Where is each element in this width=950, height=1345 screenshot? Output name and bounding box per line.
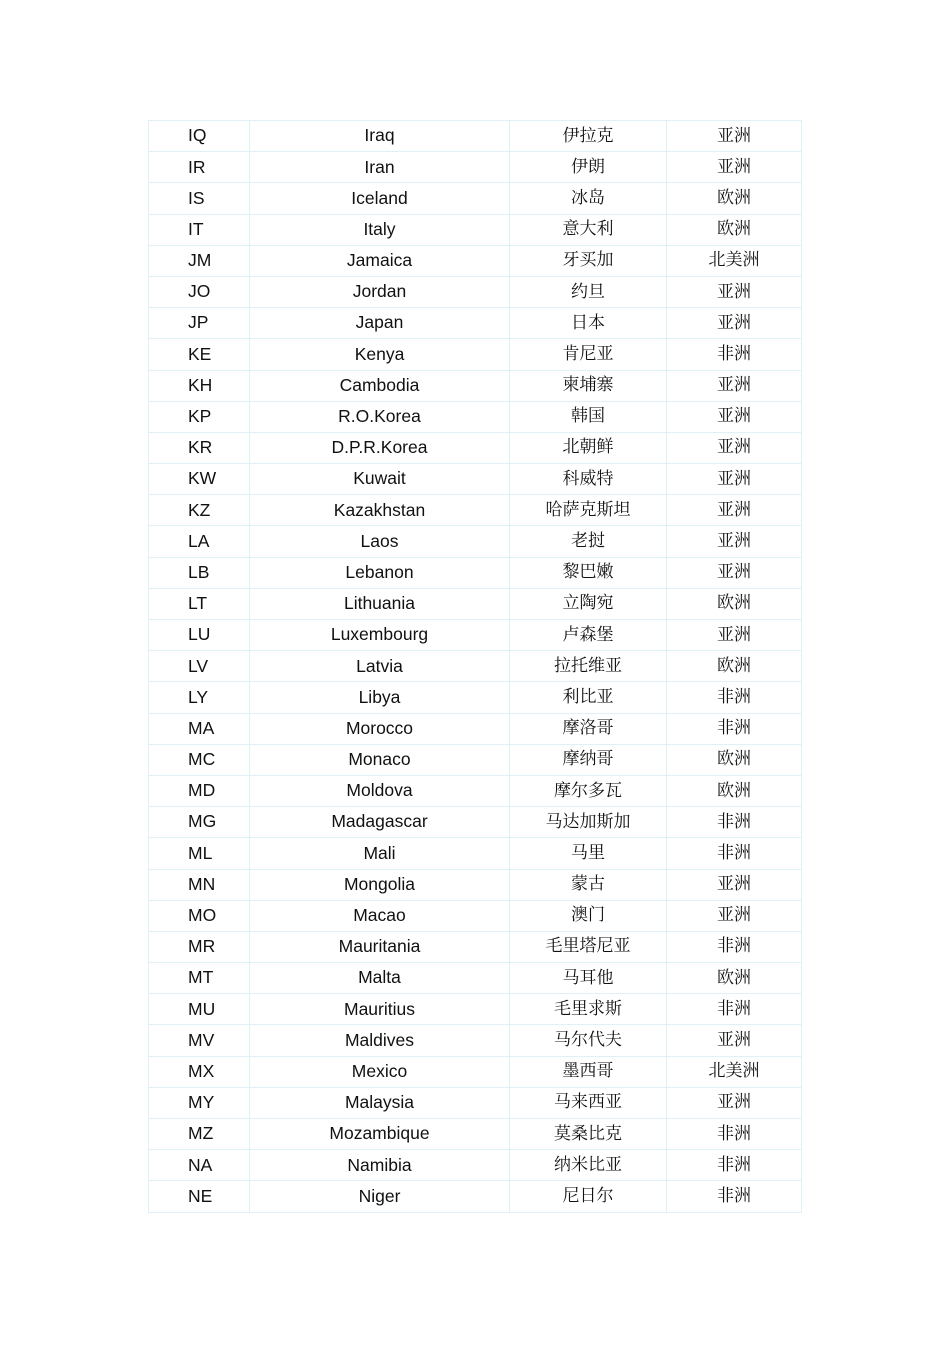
continent-cell: 欧洲 xyxy=(667,963,802,994)
country-code-cell: KP xyxy=(149,401,250,432)
table-row xyxy=(149,339,802,370)
continent-cell: 亚洲 xyxy=(667,121,802,152)
country-code-cell: IT xyxy=(149,214,250,245)
country-code-cell: LV xyxy=(149,651,250,682)
continent-cell: 非洲 xyxy=(667,713,802,744)
country-code-cell: LA xyxy=(149,526,250,557)
continent-cell: 欧洲 xyxy=(667,651,802,682)
country-name-en-cell: Namibia xyxy=(250,1150,510,1181)
country-name-zh-cell: 伊拉克 xyxy=(510,121,667,152)
table-row xyxy=(149,183,802,214)
table-row xyxy=(149,1181,802,1212)
continent-cell: 亚洲 xyxy=(667,869,802,900)
country-name-en-cell: Luxembourg xyxy=(250,620,510,651)
country-name-zh-cell: 马达加斯加 xyxy=(510,807,667,838)
table-row xyxy=(149,308,802,339)
country-name-en-cell: Morocco xyxy=(250,713,510,744)
country-name-zh-cell: 老挝 xyxy=(510,526,667,557)
table-row xyxy=(149,900,802,931)
table-row xyxy=(149,807,802,838)
country-name-en-cell: Iceland xyxy=(250,183,510,214)
country-name-zh-cell: 黎巴嫩 xyxy=(510,557,667,588)
country-name-zh-cell: 马里 xyxy=(510,838,667,869)
country-name-zh-cell: 利比亚 xyxy=(510,682,667,713)
table-row xyxy=(149,713,802,744)
country-name-zh-cell: 莫桑比克 xyxy=(510,1119,667,1150)
country-name-en-cell: Moldova xyxy=(250,775,510,806)
country-name-zh-cell: 蒙古 xyxy=(510,869,667,900)
continent-cell: 亚洲 xyxy=(667,370,802,401)
country-name-zh-cell: 马来西亚 xyxy=(510,1087,667,1118)
country-code-cell: MZ xyxy=(149,1119,250,1150)
continent-cell: 欧洲 xyxy=(667,214,802,245)
table-row xyxy=(149,495,802,526)
country-code-cell: MV xyxy=(149,1025,250,1056)
country-code-cell: MA xyxy=(149,713,250,744)
country-name-zh-cell: 马耳他 xyxy=(510,963,667,994)
country-code-cell: IQ xyxy=(149,121,250,152)
country-name-en-cell: Mali xyxy=(250,838,510,869)
table-row xyxy=(149,370,802,401)
country-code-cell: KW xyxy=(149,464,250,495)
country-name-zh-cell: 柬埔寨 xyxy=(510,370,667,401)
table-row xyxy=(149,276,802,307)
country-code-cell: IR xyxy=(149,152,250,183)
country-code-cell: LT xyxy=(149,588,250,619)
country-name-zh-cell: 韩国 xyxy=(510,401,667,432)
country-code-cell: JM xyxy=(149,245,250,276)
table-row xyxy=(149,1056,802,1087)
country-name-en-cell: R.O.Korea xyxy=(250,401,510,432)
table-row xyxy=(149,588,802,619)
table-row xyxy=(149,1087,802,1118)
continent-cell: 非洲 xyxy=(667,1150,802,1181)
country-name-zh-cell: 哈萨克斯坦 xyxy=(510,495,667,526)
country-name-zh-cell: 北朝鲜 xyxy=(510,432,667,463)
country-name-zh-cell: 摩洛哥 xyxy=(510,713,667,744)
table-row xyxy=(149,152,802,183)
country-code-cell: NE xyxy=(149,1181,250,1212)
country-name-zh-cell: 尼日尔 xyxy=(510,1181,667,1212)
country-code-cell: LU xyxy=(149,620,250,651)
continent-cell: 欧洲 xyxy=(667,744,802,775)
continent-cell: 欧洲 xyxy=(667,588,802,619)
table-row xyxy=(149,1150,802,1181)
continent-cell: 北美洲 xyxy=(667,1056,802,1087)
country-name-en-cell: Jamaica xyxy=(250,245,510,276)
continent-cell: 亚洲 xyxy=(667,432,802,463)
table-row xyxy=(149,401,802,432)
continent-cell: 非洲 xyxy=(667,931,802,962)
continent-cell: 非洲 xyxy=(667,1119,802,1150)
table-row xyxy=(149,245,802,276)
country-name-en-cell: Jordan xyxy=(250,276,510,307)
country-code-cell: MG xyxy=(149,807,250,838)
continent-cell: 亚洲 xyxy=(667,152,802,183)
continent-cell: 亚洲 xyxy=(667,1025,802,1056)
table-row xyxy=(149,869,802,900)
continent-cell: 非洲 xyxy=(667,994,802,1025)
country-code-cell: MR xyxy=(149,931,250,962)
country-code-cell: MC xyxy=(149,744,250,775)
continent-cell: 亚洲 xyxy=(667,464,802,495)
country-name-en-cell: Italy xyxy=(250,214,510,245)
country-name-en-cell: Mexico xyxy=(250,1056,510,1087)
country-name-zh-cell: 冰岛 xyxy=(510,183,667,214)
country-name-en-cell: Latvia xyxy=(250,651,510,682)
continent-cell: 非洲 xyxy=(667,838,802,869)
country-name-en-cell: Laos xyxy=(250,526,510,557)
table-row xyxy=(149,1119,802,1150)
country-code-cell: JP xyxy=(149,308,250,339)
continent-cell: 亚洲 xyxy=(667,1087,802,1118)
continent-cell: 亚洲 xyxy=(667,308,802,339)
country-code-cell: IS xyxy=(149,183,250,214)
table-row xyxy=(149,838,802,869)
country-name-en-cell: Malaysia xyxy=(250,1087,510,1118)
continent-cell: 非洲 xyxy=(667,807,802,838)
table-row xyxy=(149,1025,802,1056)
country-name-en-cell: Kuwait xyxy=(250,464,510,495)
country-code-cell: MY xyxy=(149,1087,250,1118)
table-row xyxy=(149,775,802,806)
continent-cell: 非洲 xyxy=(667,682,802,713)
table-row xyxy=(149,464,802,495)
continent-cell: 非洲 xyxy=(667,339,802,370)
country-name-en-cell: Lithuania xyxy=(250,588,510,619)
country-name-zh-cell: 纳米比亚 xyxy=(510,1150,667,1181)
country-name-en-cell: Niger xyxy=(250,1181,510,1212)
country-table xyxy=(148,120,802,1213)
continent-cell: 欧洲 xyxy=(667,775,802,806)
country-name-en-cell: Libya xyxy=(250,682,510,713)
continent-cell: 亚洲 xyxy=(667,557,802,588)
country-name-en-cell: Malta xyxy=(250,963,510,994)
country-name-zh-cell: 拉托维亚 xyxy=(510,651,667,682)
country-code-cell: KH xyxy=(149,370,250,401)
country-name-en-cell: Iran xyxy=(250,152,510,183)
table-row xyxy=(149,557,802,588)
country-code-cell: MX xyxy=(149,1056,250,1087)
country-name-en-cell: Macao xyxy=(250,900,510,931)
country-name-zh-cell: 日本 xyxy=(510,308,667,339)
country-name-en-cell: Lebanon xyxy=(250,557,510,588)
continent-cell: 欧洲 xyxy=(667,183,802,214)
table-row xyxy=(149,682,802,713)
table-row xyxy=(149,651,802,682)
country-name-zh-cell: 伊朗 xyxy=(510,152,667,183)
continent-cell: 亚洲 xyxy=(667,495,802,526)
country-code-cell: MO xyxy=(149,900,250,931)
country-code-cell: JO xyxy=(149,276,250,307)
country-name-zh-cell: 墨西哥 xyxy=(510,1056,667,1087)
country-code-cell: LB xyxy=(149,557,250,588)
country-table-body xyxy=(149,121,802,1213)
country-name-en-cell: Monaco xyxy=(250,744,510,775)
continent-cell: 亚洲 xyxy=(667,900,802,931)
country-name-en-cell: Kenya xyxy=(250,339,510,370)
table-row xyxy=(149,526,802,557)
country-name-zh-cell: 立陶宛 xyxy=(510,588,667,619)
table-row xyxy=(149,994,802,1025)
country-code-cell: LY xyxy=(149,682,250,713)
country-name-zh-cell: 马尔代夫 xyxy=(510,1025,667,1056)
country-name-zh-cell: 摩纳哥 xyxy=(510,744,667,775)
continent-cell: 亚洲 xyxy=(667,526,802,557)
table-row xyxy=(149,931,802,962)
country-name-en-cell: Mozambique xyxy=(250,1119,510,1150)
country-name-en-cell: Cambodia xyxy=(250,370,510,401)
country-name-en-cell: Mongolia xyxy=(250,869,510,900)
country-code-cell: MU xyxy=(149,994,250,1025)
country-name-en-cell: Maldives xyxy=(250,1025,510,1056)
country-code-cell: ML xyxy=(149,838,250,869)
country-name-en-cell: Japan xyxy=(250,308,510,339)
country-name-zh-cell: 毛里塔尼亚 xyxy=(510,931,667,962)
country-name-zh-cell: 约旦 xyxy=(510,276,667,307)
continent-cell: 非洲 xyxy=(667,1181,802,1212)
country-name-zh-cell: 毛里求斯 xyxy=(510,994,667,1025)
continent-cell: 北美洲 xyxy=(667,245,802,276)
country-code-cell: MT xyxy=(149,963,250,994)
country-code-cell: KZ xyxy=(149,495,250,526)
country-name-en-cell: Kazakhstan xyxy=(250,495,510,526)
country-code-cell: MN xyxy=(149,869,250,900)
table-row xyxy=(149,121,802,152)
country-name-zh-cell: 牙买加 xyxy=(510,245,667,276)
table-row xyxy=(149,620,802,651)
table-row xyxy=(149,214,802,245)
country-code-cell: NA xyxy=(149,1150,250,1181)
continent-cell: 亚洲 xyxy=(667,620,802,651)
country-name-zh-cell: 意大利 xyxy=(510,214,667,245)
table-row xyxy=(149,963,802,994)
country-code-cell: KR xyxy=(149,432,250,463)
country-name-zh-cell: 摩尔多瓦 xyxy=(510,775,667,806)
country-code-cell: MD xyxy=(149,775,250,806)
country-name-en-cell: D.P.R.Korea xyxy=(250,432,510,463)
table-row xyxy=(149,744,802,775)
country-code-cell: KE xyxy=(149,339,250,370)
country-name-zh-cell: 澳门 xyxy=(510,900,667,931)
country-name-en-cell: Mauritius xyxy=(250,994,510,1025)
country-name-zh-cell: 肯尼亚 xyxy=(510,339,667,370)
country-name-zh-cell: 卢森堡 xyxy=(510,620,667,651)
country-name-zh-cell: 科威特 xyxy=(510,464,667,495)
continent-cell: 亚洲 xyxy=(667,276,802,307)
country-name-en-cell: Iraq xyxy=(250,121,510,152)
table-row xyxy=(149,432,802,463)
country-name-en-cell: Mauritania xyxy=(250,931,510,962)
continent-cell: 亚洲 xyxy=(667,401,802,432)
country-name-en-cell: Madagascar xyxy=(250,807,510,838)
